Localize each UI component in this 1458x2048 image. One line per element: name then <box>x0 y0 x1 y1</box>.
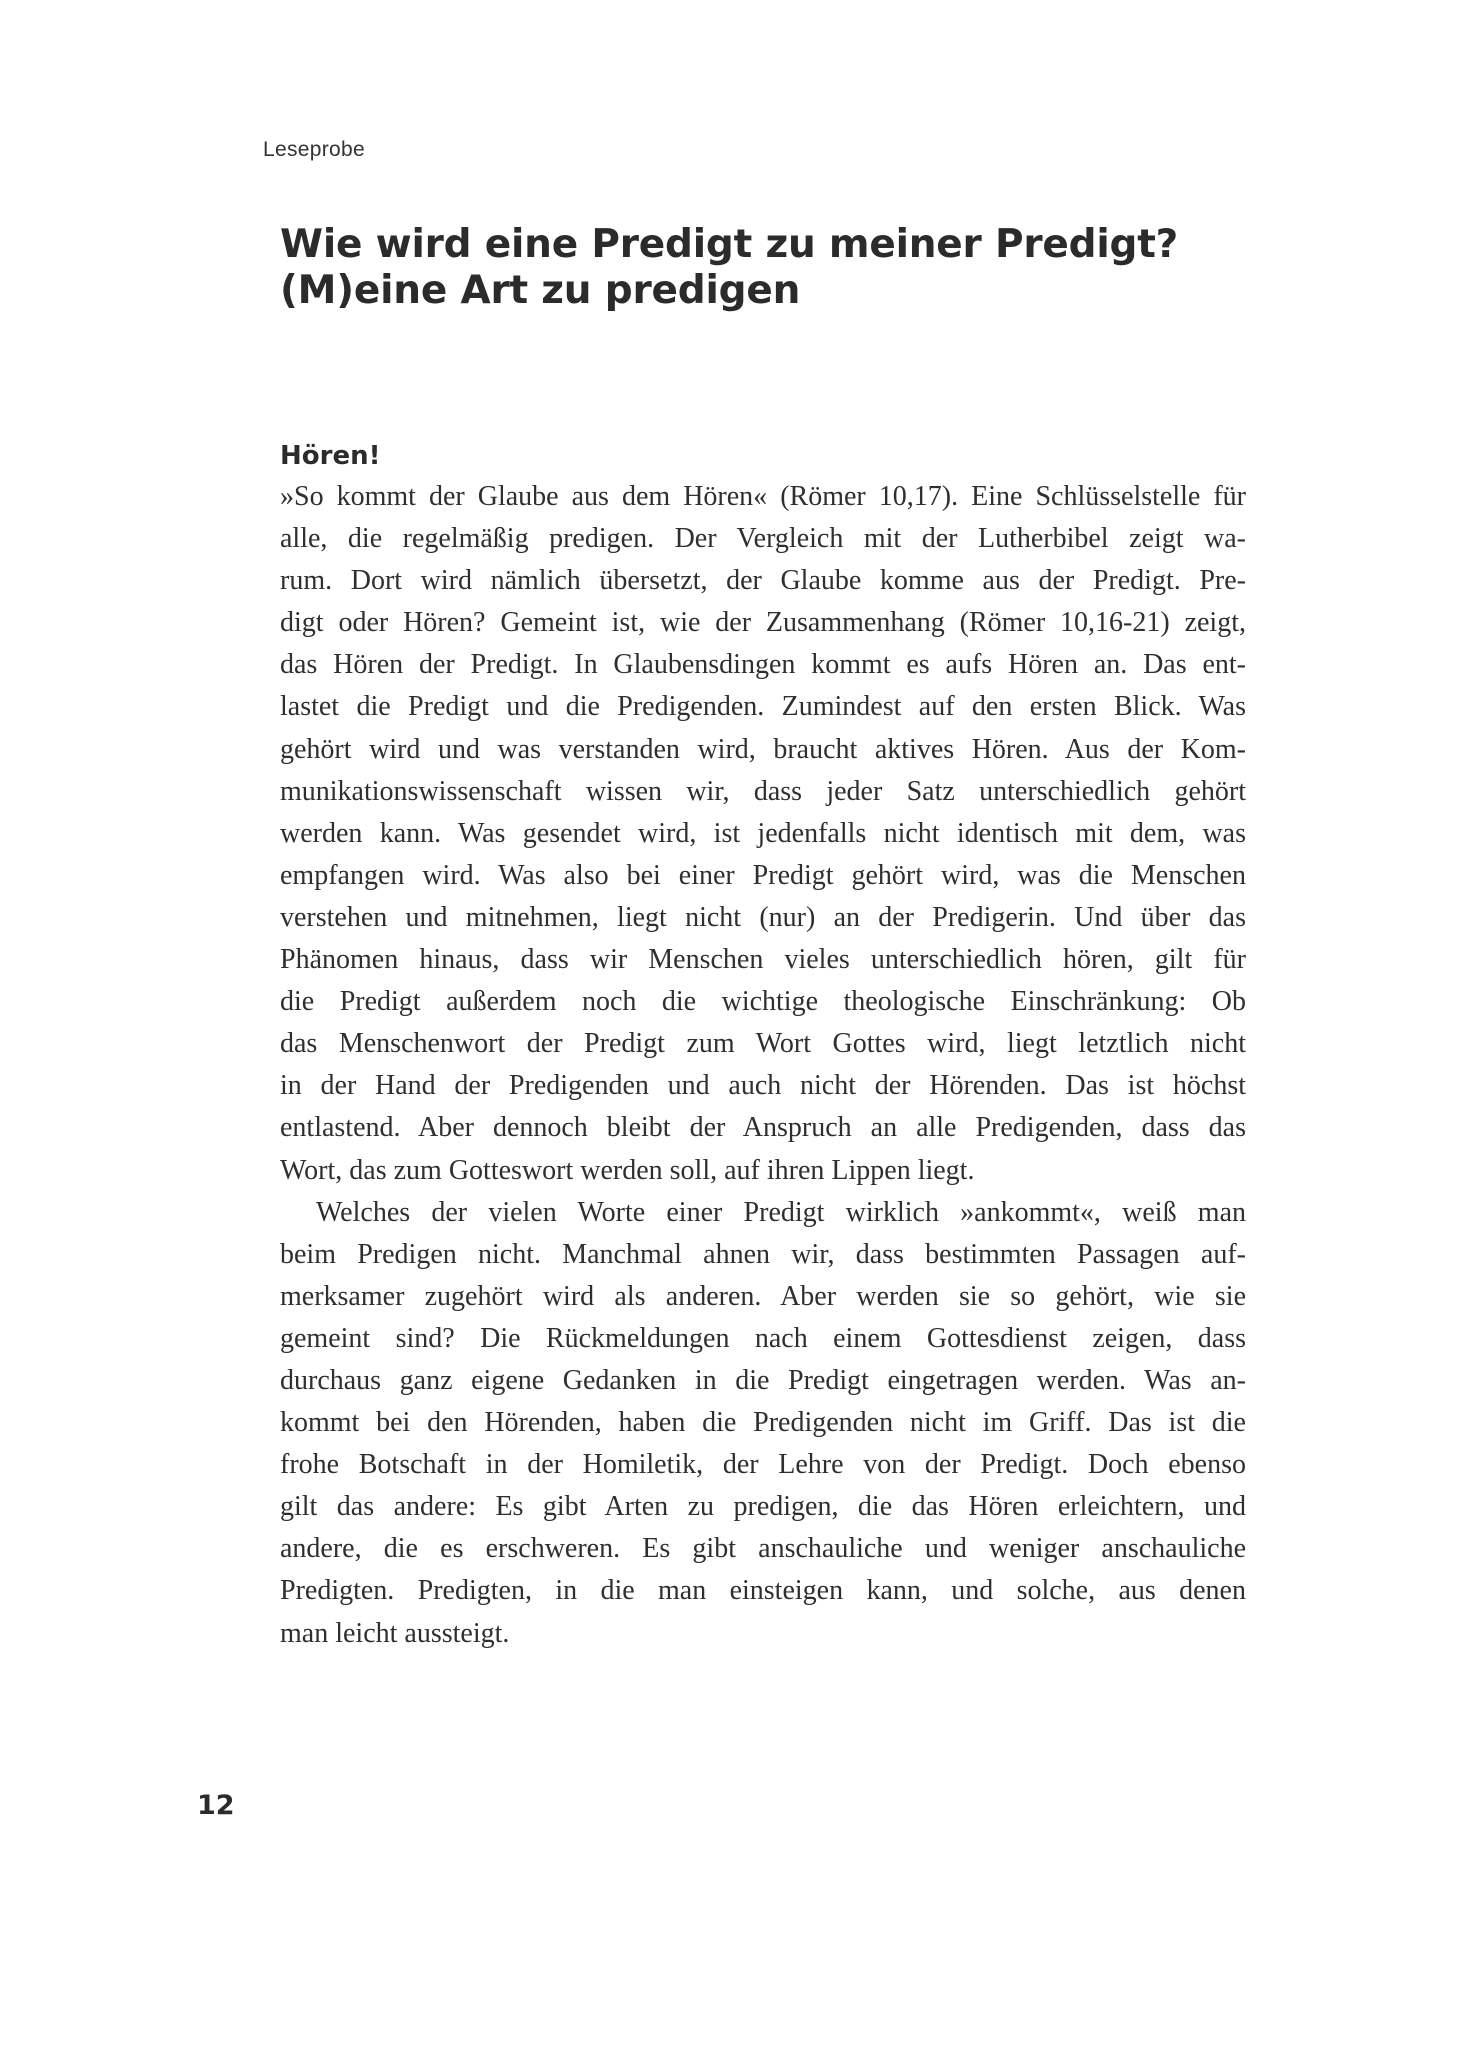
text-line: merksamer zugehört wird als anderen. Aber werden sie so gehört, wie sie <box>280 1280 1246 1312</box>
text-line: rum. Dort wird nämlich übersetzt, der Glaube komme aus der Predigt. Pre- <box>280 565 1246 597</box>
text-line: beim Predigen nicht. Manchmal ahnen wir, dass bestimmten Passagen auf- <box>280 1238 1246 1270</box>
text-line: das Hören der Predigt. In Glaubensdingen kommt es aufs Hören an. Das ent- <box>280 649 1246 681</box>
text-line: frohe Botschaft in der Homiletik, der Lehre von der Predigt. Doch ebenso <box>280 1449 1246 1481</box>
text-line: andere, die es erschweren. Es gibt anschauliche und weniger anschauliche <box>280 1533 1246 1565</box>
text-line: gilt das andere: Es gibt Arten zu predigen, die das Hören erleichtern, und <box>280 1491 1246 1523</box>
section-heading: Hören! <box>280 441 381 471</box>
text-line: empfangen wird. Was also bei einer Predigt gehört wird, was die Menschen <box>280 859 1246 891</box>
text-line: kommt bei den Hörenden, haben die Predigenden nicht im Griff. Das ist die <box>280 1407 1246 1439</box>
running-head: Leseprobe <box>263 138 365 161</box>
text-line: digt oder Hören? Gemeint ist, wie der Zusammenhang (Römer 10,16-21) zeigt, <box>280 607 1246 639</box>
paragraph-1 <box>280 476 1246 1192</box>
text-line: man leicht aussteigt. <box>280 1617 510 1649</box>
chapter-title-line-1: Wie wird eine Predigt zu meiner Predigt? <box>280 222 1179 267</box>
text-line: Predigten. Predigten, in die man einsteigen kann, und solche, aus denen <box>280 1575 1246 1607</box>
text-line: Welches der vielen Worte einer Predigt wirklich »ankommt«, weiß man <box>316 1196 1246 1228</box>
text-line: durchaus ganz eigene Gedanken in die Predigt eingetragen werden. Was an- <box>280 1364 1246 1396</box>
text-line: gemeint sind? Die Rückmeldungen nach einem Gottesdienst zeigen, dass <box>280 1322 1246 1354</box>
page-number: 12 <box>197 1790 235 1821</box>
text-line: »So kommt der Glaube aus dem Hören« (Römer 10,17). Eine Schlüsselstelle für <box>280 481 1246 512</box>
paragraph-2 <box>280 1192 1246 1655</box>
text-line: lastet die Predigt und die Predigenden. Zumindest auf den ersten Blick. Was <box>280 691 1246 723</box>
text-line: munikationswissenschaft wissen wir, dass jeder Satz unterschiedlich gehört <box>280 775 1246 807</box>
text-line: Wort, das zum Gotteswort werden soll, auf ihren Lippen liegt. <box>280 1154 975 1186</box>
text-line: in der Hand der Predigenden und auch nicht der Hörenden. Das ist höchst <box>280 1070 1246 1102</box>
text-line: gehört wird und was verstanden wird, braucht aktives Hören. Aus der Kom- <box>280 733 1246 765</box>
chapter-title-line-2: (M)eine Art zu predigen <box>280 268 801 313</box>
text-line: die Predigt außerdem noch die wichtige theologische Einschränkung: Ob <box>280 986 1246 1018</box>
chapter-title <box>280 222 1240 314</box>
text-line: werden kann. Was gesendet wird, ist jedenfalls nicht identisch mit dem, was <box>280 817 1246 849</box>
text-line: verstehen und mitnehmen, liegt nicht (nur) an der Predigerin. Und über das <box>280 901 1246 933</box>
text-line: alle, die regelmäßig predigen. Der Vergleich mit der Lutherbibel zeigt wa- <box>280 523 1246 555</box>
body-text <box>280 476 1246 1655</box>
text-line: das Menschenwort der Predigt zum Wort Gottes wird, liegt letztlich nicht <box>280 1028 1246 1060</box>
text-line: Phänomen hinaus, dass wir Menschen vieles unterschiedlich hören, gilt für <box>280 944 1246 976</box>
text-line: entlastend. Aber dennoch bleibt der Anspruch an alle Predigenden, dass das <box>280 1112 1246 1144</box>
